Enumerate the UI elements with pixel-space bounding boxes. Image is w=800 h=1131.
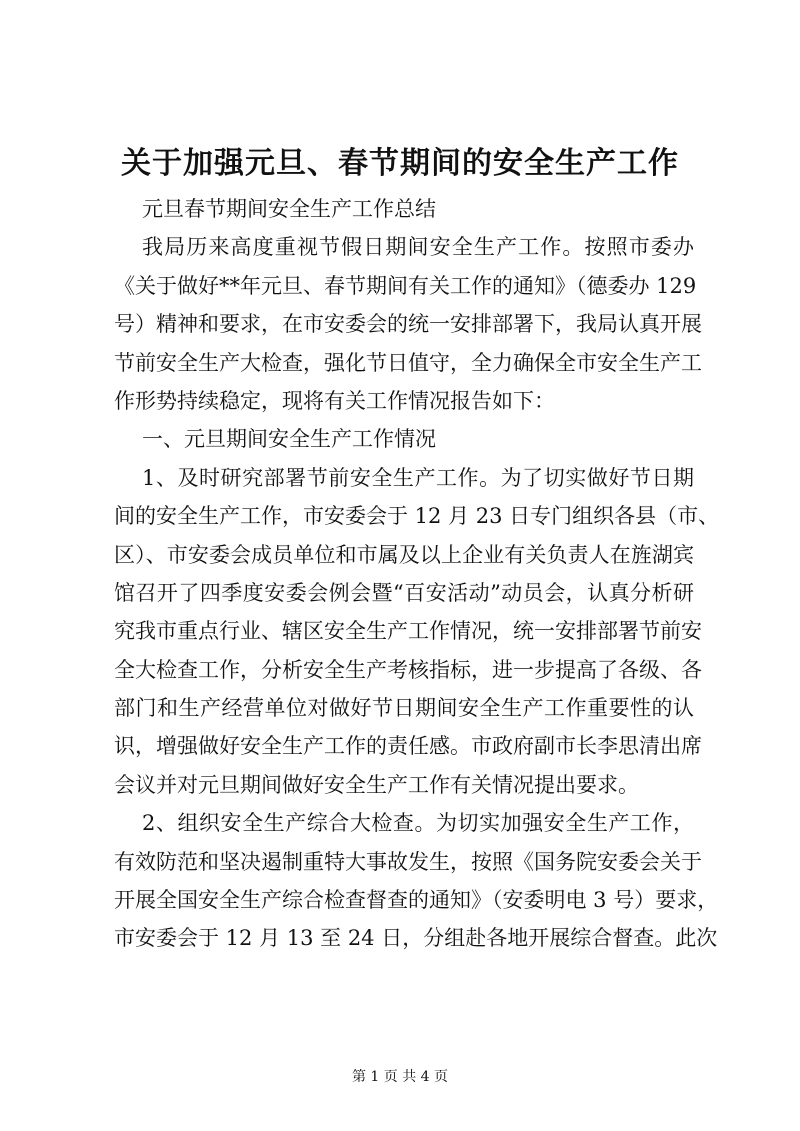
paragraph-line: 《关于做好**年元旦、春节期间有关工作的通知》（德委办 129 (114, 273, 697, 298)
paragraph-line: 我局历来高度重视节假日期间安全生产工作。按照市委办 (142, 235, 694, 260)
paragraph-line: 馆召开了四季度安委会例会暨“百安活动”动员会，认真分析研 (114, 580, 694, 605)
document-title: 关于加强元旦、春节期间的安全生产工作 (121, 146, 679, 181)
page-footer: 第 1 页 共 4 页 (351, 1069, 449, 1085)
subtitle-line: 元旦春节期间安全生产工作总结 (142, 197, 436, 221)
paragraph-line: 部门和生产经营单位对做好节日期间安全生产工作重要性的认 (114, 696, 694, 721)
paragraph-line: 开展全国安全生产综合检查督查的通知》（安委明电 3 号）要求， (114, 888, 719, 913)
paragraph-line: 号）精神和要求，在市安委会的统一安排部署下，我局认真开展 (114, 312, 702, 337)
section-heading: 一、元旦期间安全生产工作情况 (142, 427, 436, 452)
document-body (114, 190, 720, 958)
paragraph-line: 节前安全生产大检查，强化节日值守，全力确保全市安全生产工 (114, 350, 702, 375)
paragraph-line: 有效防范和坚决遏制重特大事故发生，按照《国务院安委会关于 (114, 849, 702, 874)
paragraph-line: 区）、市安委会成员单位和市属及以上企业有关负责人在旌湖宾 (114, 542, 694, 567)
paragraph-line: 究我市重点行业、辖区安全生产工作情况，统一安排部署节前安 (114, 619, 702, 644)
paragraph-line: 2、组织安全生产综合大检查。为切实加强安全生产工作， (142, 811, 694, 836)
paragraph-line: 间的安全生产工作，市安委会于 12 月 23 日专门组织各县（市、 (114, 504, 720, 529)
paragraph-line: 会议并对元旦期间做好安全生产工作有关情况提出要求。 (114, 772, 639, 797)
paragraph-line: 全大检查工作，分析安全生产考核指标，进一步提高了各级、各 (114, 657, 702, 682)
paragraph-line: 作形势持续稳定，现将有关工作情况报告如下： (114, 388, 555, 413)
paragraph-line: 1、及时研究部署节前安全生产工作。为了切实做好节日期 (142, 465, 694, 490)
paragraph-line: 识，增强做好安全生产工作的责任感。市政府副市长李思清出席 (114, 734, 702, 759)
paragraph-line: 市安委会于 12 月 13 至 24 日，分组赴各地开展综合督查。此次 (114, 926, 718, 951)
